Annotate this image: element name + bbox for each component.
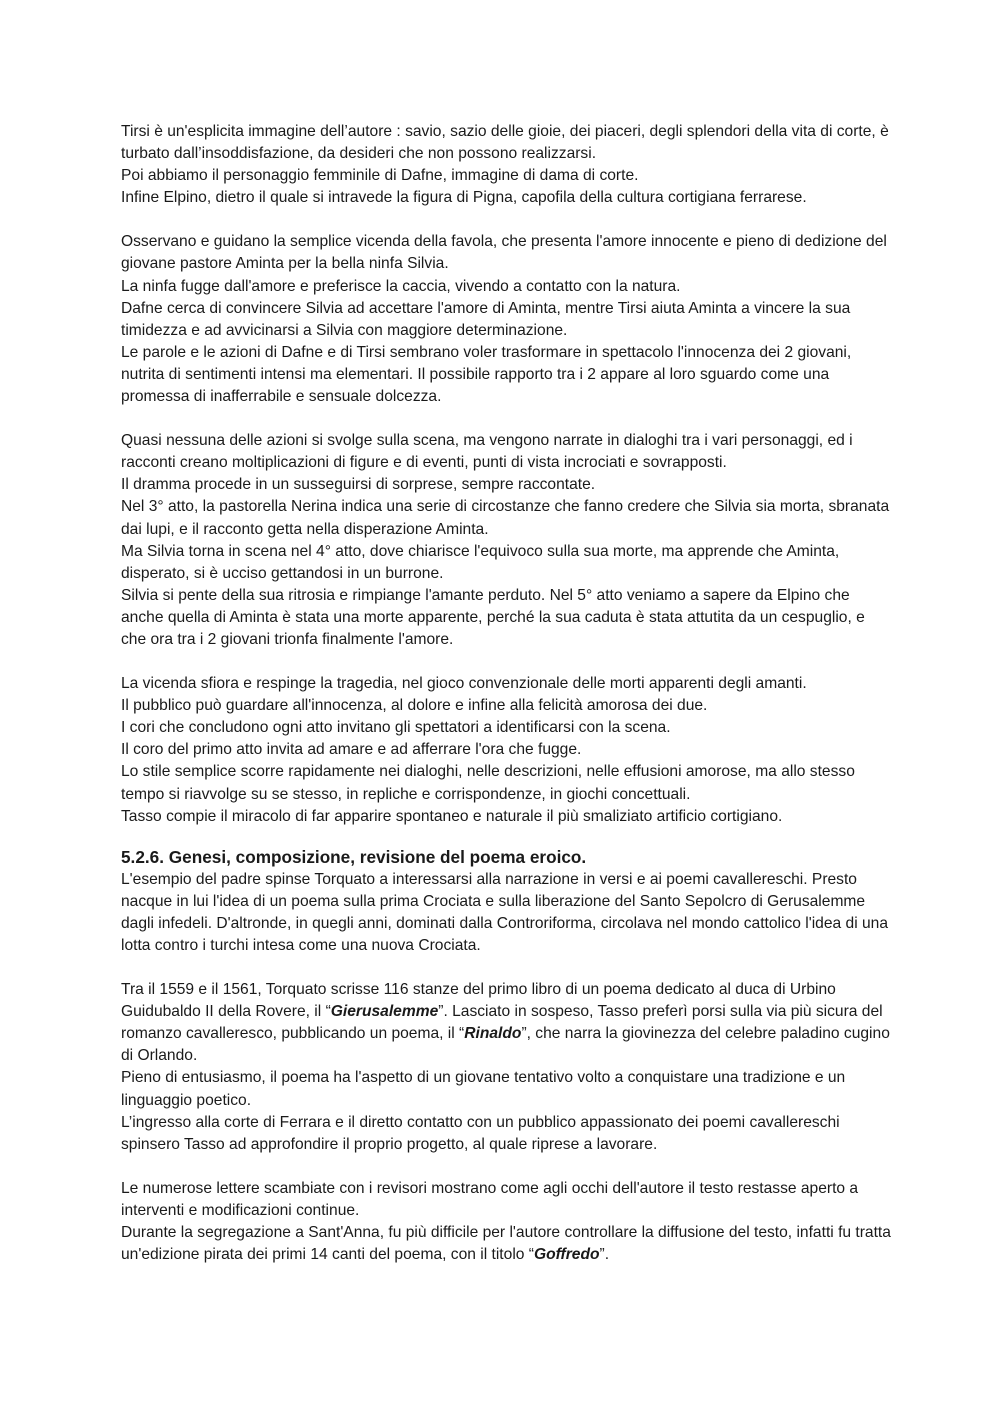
paragraph-genesis: L'esempio del padre spinse Torquato a interessarsi alla narrazione in versi e ai poemi cavallereschi. Presto nacque in lui l'idea di un poema sulla prima Crociata e sulla liberazione del Santo Sepolcro di Gerusalemme dagli infedeli. D'altronde, in quegli anni, dominati dalla Controriforma, circolava nel mondo cattolico l'idea di una lotta contro i turchi intesa come una nuova Crociata. [121,870,889,954]
paragraph-plot [121,231,891,408]
text-span: ”, che narra la giovinezza del celebre paladino cugino di Orlando. [121,1025,890,1065]
paragraph-style [121,673,891,828]
text-line: Dafne cerca di convincere Silvia ad accettare l'amore di Aminta, mentre Tirsi aiuta Aminta a vincere la sua timidezza e ad avvicinarsi a Silvia con maggiore determinazione. [121,299,851,339]
text-line: Il pubblico può guardare all'innocenza, al dolore e infine alla felicità amorosa dei due. [121,697,708,715]
text-line: Infine Elpino, dietro il quale si intravede la figura di Pigna, capofila della cultura cortigiana ferrarese. [121,189,807,207]
work-title-rinaldo: Rinaldo [464,1025,522,1043]
text-span: ”. Lasciato in sospeso, Tasso preferì porsi sulla via più sicura del romanzo cavalleresco, pubblicando un poema, il “ [121,1003,883,1043]
paragraph-characters [121,121,891,209]
text-line: Lo stile semplice scorre rapidamente nei dialoghi, nelle descrizioni, nelle effusioni amorose, ma allo stesso tempo si riavvolge su se stesso, in repliche e corrispondenze, in giochi concettuali. [121,763,855,803]
paragraph-composition [121,979,891,1156]
text-line: Il coro del primo atto invita ad amare e ad afferrare l'ora che fugge. [121,741,582,759]
text-line: Tasso compie il miracolo di far apparire spontaneo e naturale il più smaliziato artificio cortigiano. [121,807,783,825]
text-line: Le numerose lettere scambiate con i revisori mostrano come agli occhi dell'autore il testo restasse aperto a interventi e modificazioni continue. [121,1179,859,1219]
text-line: Silvia si pente della sua ritrosia e rimpiange l'amante perduto. Nel 5° atto veniamo a sapere da Elpino che anche quella di Aminta è stata una morte apparente, perché la sua caduta è stata attutita da un cespuglio, e che ora tra i 2 giovani trionfa finalmente l'amore. [121,586,865,648]
text-line: Le parole e le azioni di Dafne e di Tirsi sembrano voler trasformare in spettacolo l'innocenza dei 2 giovani, nutrita di sentimenti intensi ma elementari. Il possibile rapporto tra i 2 appare al loro sguardo come una promessa di inafferrabile e sensuale dolcezza. [121,343,852,406]
text-span: Durante la segregazione a Sant'Anna, fu più difficile per l'autore controllare la diffusione del testo, infatti fu tratta un'edizione pirata dei primi 14 canti del poema, con il titolo “ [121,1224,891,1264]
text-line: I cori che concludono ogni atto invitano gli spettatori a identificarsi con la scena. [121,719,671,737]
text-line: La ninfa fugge dall'amore e preferisce la caccia, vivendo a contatto con la natura. [121,277,681,295]
text-line: Poi abbiamo il personaggio femminile di Dafne, immagine di dama di corte. [121,167,639,185]
text-line: Quasi nessuna delle azioni si svolge sulla scena, ma vengono narrate in dialoghi tra i vari personaggi, ed i racconti creano moltiplicazioni di figure e di eventi, punti di vista incrociati e sovrapposti. [121,432,853,472]
text-span: Tra il 1559 e il 1561, Torquato scrisse 116 stanze del primo libro di un poema dedicato al duca di Urbino Guidubaldo II della Rovere, il “ [121,981,836,1021]
text-line: L’ingresso alla corte di Ferrara e il diretto contatto con un pubblico appassionato dei poemi cavallereschi spinsero Tasso ad approfondire il proprio progetto, al quale riprese a lavorare. [121,1113,840,1153]
text-line [121,979,891,1067]
paragraph-gap [121,209,891,231]
paragraph-gap [121,957,891,979]
paragraph-revision [121,1178,891,1266]
work-title-goffredo: Goffredo [533,1246,600,1264]
section-heading: 5.2.6. Genesi, composizione, revisione del poema eroico. [121,846,587,867]
text-line: Nel 3° atto, la pastorella Nerina indica una serie di circostanze che fanno credere che Silvia sia morta, sbranata dai lupi, e il racconto getta nella disperazione Aminta. [121,498,890,538]
document-page [121,121,891,1266]
paragraph-gap [121,651,891,673]
heading-gap [121,828,891,840]
text-line: Tirsi è un'esplicita immagine dell’autore : savio, sazio delle gioie, dei piaceri, degli splendori della vita di corte, è turbato dall’insoddisfazione, da desideri che non possono realizzarsi. [121,123,889,163]
paragraph-gap [121,408,891,430]
paragraph-gap [121,1156,891,1178]
text-line [121,1222,891,1266]
text-line: La vicenda sfiora e respinge la tragedia, nel gioco convenzionale delle morti apparenti degli amanti. [121,675,807,693]
paragraph-structure [121,430,891,651]
work-title-gierusalemme: Gierusalemme [330,1003,439,1021]
text-line: Ma Silvia torna in scena nel 4° atto, dove chiarisce l'equivoco sulla sua morte, ma apprende che Aminta, disperato, si è ucciso gettandosi in un burrone. [121,542,840,582]
text-line: Osservano e guidano la semplice vicenda della favola, che presenta l'amore innocente e pieno di dedizione del giovane pastore Aminta per la bella ninfa Silvia. [121,233,887,273]
text-line: Il dramma procede in un susseguirsi di sorprese, sempre raccontate. [121,476,596,494]
text-line: Pieno di entusiasmo, il poema ha l'aspetto di un giovane tentativo volto a conquistare una tradizione e un linguaggio poetico. [121,1069,846,1109]
text-span: ”. [599,1246,610,1264]
